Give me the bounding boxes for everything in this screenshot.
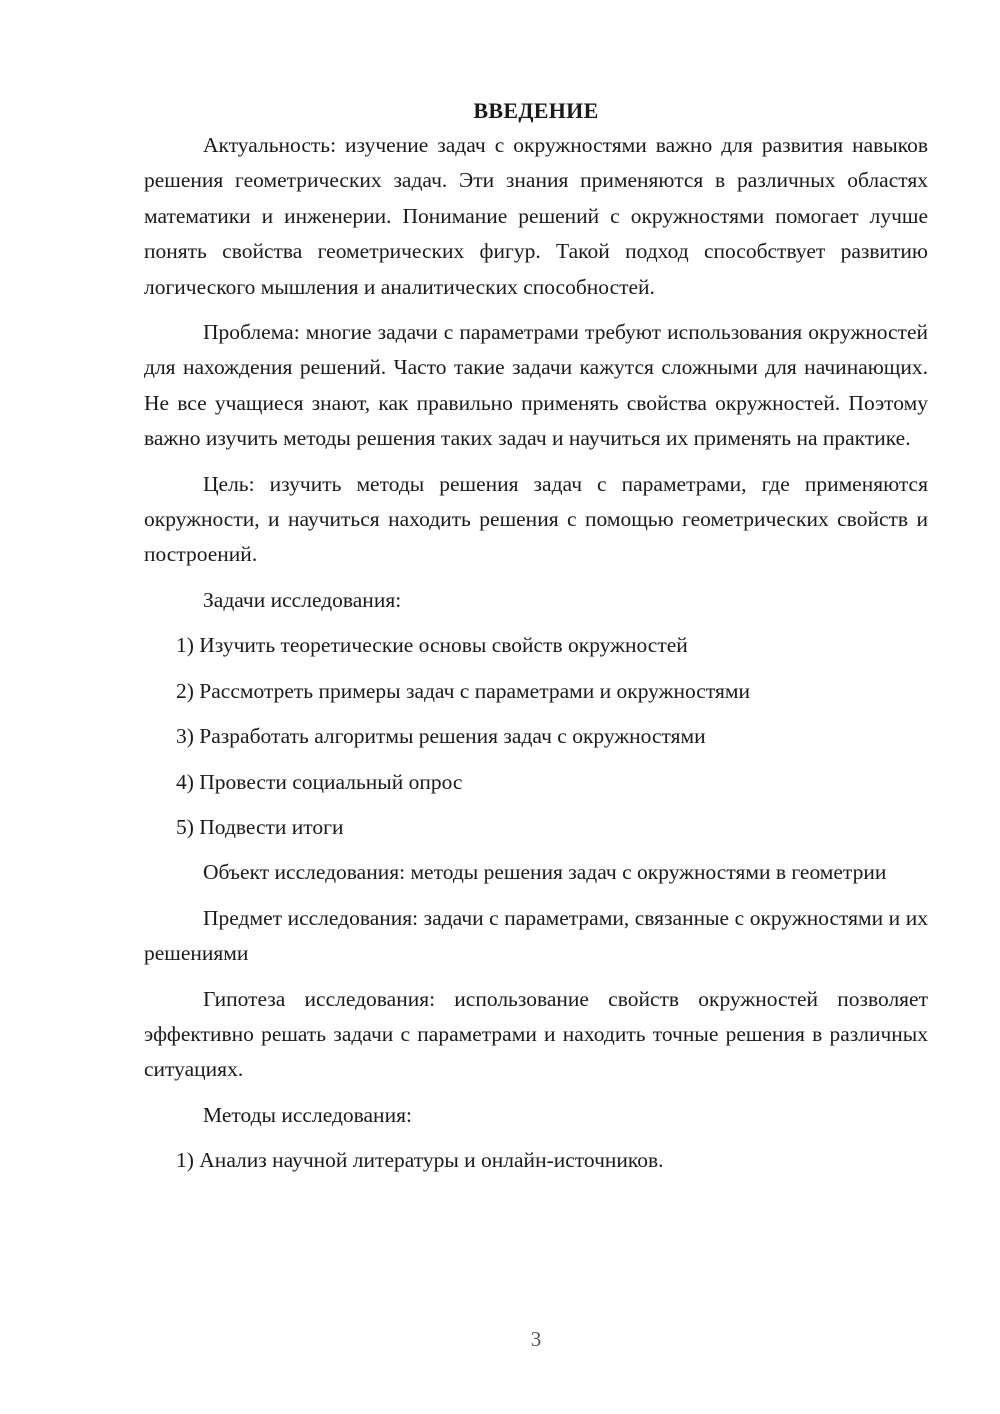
methods-list bbox=[144, 1143, 928, 1178]
list-item: 1) Анализ научной литературы и онлайн-источников. bbox=[176, 1148, 664, 1173]
subject-paragraph: Предмет исследования: задачи с параметрами, связанные с окружностями и их решениями bbox=[144, 905, 928, 966]
problem-paragraph: Проблема: многие задачи с параметрами требуют использования окружностей для нахождения решений. Часто такие задачи кажутся сложными для начинающих. Не все учащиеся знают, как правильно применять свойства окружностей. Поэтому важно изучить методы решения таких задач и научиться их применять на практике. bbox=[144, 320, 928, 451]
hypothesis-paragraph: Гипотеза исследования: использование свойств окружностей позволяет эффективно решать задачи с параметрами и находить точные решения в различных ситуациях. bbox=[144, 986, 928, 1082]
list-item: 2) Рассмотреть примеры задач с параметрами и окружностями bbox=[176, 678, 750, 703]
tasks-title: Задачи исследования: bbox=[203, 587, 402, 612]
tasks-list bbox=[144, 628, 928, 845]
list-item: 3) Разработать алгоритмы решения задач с окружностями bbox=[176, 724, 706, 749]
object-paragraph: Объект исследования: методы решения задач с окружностями в геометрии bbox=[203, 860, 887, 885]
section-heading: ВВЕДЕНИЕ bbox=[473, 98, 599, 123]
list-item: 4) Провести социальный опрос bbox=[176, 769, 463, 794]
methods-title: Методы исследования: bbox=[203, 1102, 412, 1127]
list-item: 1) Изучить теоретические основы свойств окружностей bbox=[176, 633, 688, 658]
goal-paragraph: Цель: изучить методы решения задач с параметрами, где применяются окружности, и научиться находить решения с помощью геометрических свойств и построений. bbox=[144, 471, 928, 567]
page-number: 3 bbox=[530, 1327, 542, 1351]
list-item: 5) Подвести итоги bbox=[176, 814, 344, 839]
relevance-paragraph: Актуальность: изучение задач с окружностями важно для развития навыков решения геометрических задач. Эти знания применяются в различных областях математики и инженерии. Понимание решений с окружностями помогает лучше понять свойства геометрических фигур. Такой подход способствует развитию логического мышления и аналитических способностей. bbox=[144, 133, 928, 299]
document-page bbox=[144, 93, 928, 1179]
